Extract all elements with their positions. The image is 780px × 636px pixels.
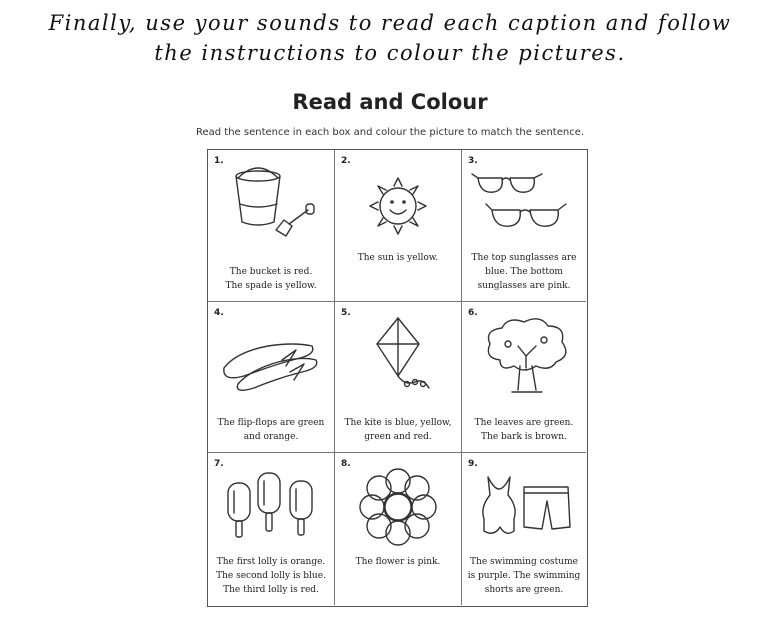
cell-caption: The leaves are green. The bark is brown. bbox=[474, 418, 574, 442]
cell-number: 9. bbox=[468, 459, 478, 469]
cell-number: 8. bbox=[341, 459, 351, 469]
flower-icon bbox=[343, 467, 453, 547]
sun-icon bbox=[343, 164, 453, 244]
cell-number: 4. bbox=[214, 308, 224, 318]
flip-flops-icon bbox=[216, 316, 326, 396]
instructions-line-1: Finally, use your sounds to read each caption and follow bbox=[48, 11, 732, 35]
instructions bbox=[0, 8, 780, 68]
cell-number: 3. bbox=[468, 156, 478, 166]
cell-2[interactable] bbox=[335, 150, 462, 302]
instructions-line-2: the instructions to colour the pictures. bbox=[154, 41, 626, 65]
cell-caption: The bucket is red. The spade is yellow. bbox=[225, 267, 317, 291]
swimwear-icon bbox=[470, 467, 580, 547]
cell-caption: The top sunglasses are blue. The bottom sunglasses are pink. bbox=[471, 253, 577, 291]
cell-number: 5. bbox=[341, 308, 351, 318]
cell-9[interactable] bbox=[462, 453, 586, 605]
worksheet-subtitle: Read the sentence in each box and colour the picture to match the sentence. bbox=[195, 127, 585, 138]
cell-5[interactable] bbox=[335, 302, 462, 453]
cell-caption: The flip-flops are green and orange. bbox=[217, 418, 325, 442]
cell-caption: The sun is yellow. bbox=[357, 253, 439, 263]
cell-caption: The first lolly is orange. The second lolly is blue. The third lolly is red. bbox=[216, 557, 326, 595]
sunglasses-icon bbox=[470, 164, 580, 244]
cell-6[interactable] bbox=[462, 302, 586, 453]
cell-number: 6. bbox=[468, 308, 478, 318]
cell-number: 1. bbox=[214, 156, 224, 166]
cell-caption: The flower is pink. bbox=[355, 557, 441, 567]
cell-7[interactable] bbox=[208, 453, 335, 605]
worksheet-title: Read and Colour bbox=[292, 90, 488, 114]
kite-icon bbox=[343, 316, 453, 396]
tree-icon bbox=[470, 316, 580, 396]
cell-number: 7. bbox=[214, 459, 224, 469]
cell-caption: The kite is blue, yellow, green and red. bbox=[344, 418, 452, 442]
cell-3[interactable] bbox=[462, 150, 586, 302]
cell-8[interactable] bbox=[335, 453, 462, 605]
ice-lollies-icon bbox=[216, 467, 326, 547]
bucket-and-spade-icon bbox=[216, 164, 326, 244]
worksheet-grid bbox=[207, 149, 588, 607]
cell-4[interactable] bbox=[208, 302, 335, 453]
cell-1[interactable] bbox=[208, 150, 335, 302]
cell-caption: The swimming costume is purple. The swimming shorts are green. bbox=[467, 557, 581, 595]
cell-number: 2. bbox=[341, 156, 351, 166]
